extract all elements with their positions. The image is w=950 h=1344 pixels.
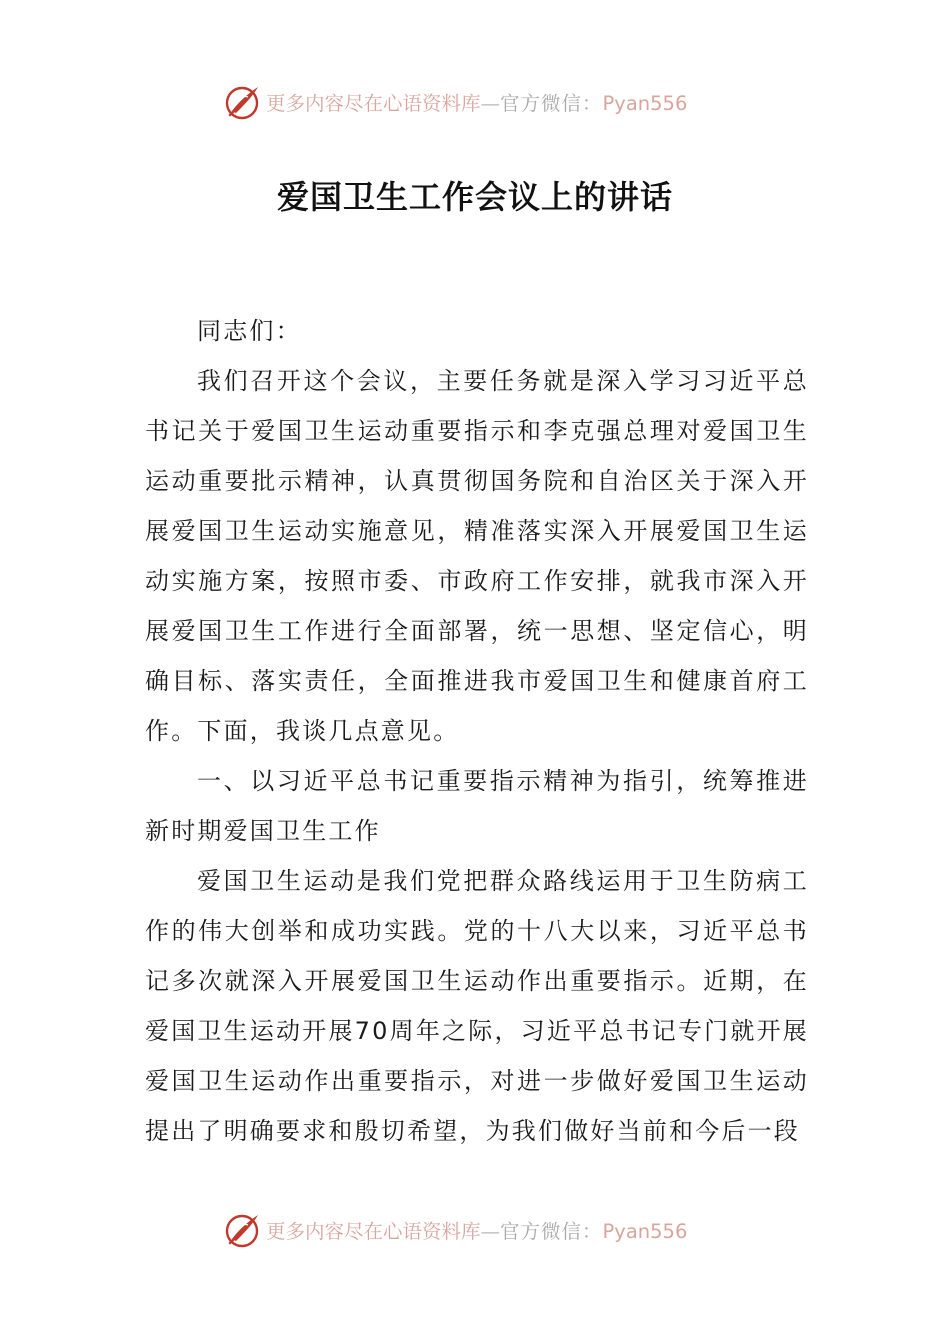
banner-wechat-label: 官方微信： bbox=[500, 1220, 603, 1243]
quill-logo-icon bbox=[222, 81, 264, 123]
banner-text bbox=[266, 88, 687, 116]
banner-wechat-id: Pyan556 bbox=[602, 92, 688, 115]
header-banner bbox=[222, 80, 742, 124]
banner-site-name: 更多内容尽在心语资料库 bbox=[266, 1220, 481, 1243]
footer-banner bbox=[222, 1208, 742, 1252]
banner-text bbox=[266, 1216, 687, 1244]
section-heading: 一、以习近平总书记重要指示精神为指引，统筹推进新时期爱国卫生工作 bbox=[145, 767, 809, 845]
banner-dash: — bbox=[480, 1220, 501, 1243]
banner-site-name: 更多内容尽在心语资料库 bbox=[266, 92, 481, 115]
banner-wechat-label: 官方微信： bbox=[500, 92, 603, 115]
banner-dash: — bbox=[480, 92, 501, 115]
document-body bbox=[145, 306, 809, 1156]
banner-wechat-id: Pyan556 bbox=[602, 1220, 688, 1243]
paragraph: 爱国卫生运动是我们党把群众路线运用于卫生防病工作的伟大创举和成功实践。党的十八大以来，习近平总书记多次就深入开展爱国卫生运动作出重要指示。近期，在爱国卫生运动开展70周年之际，习近平总书记专门就开展爱国卫生运动作出重要指示，对进一步做好爱国卫生运动提出了明确要求和殷切希望，为我们做好当前和今后一段 bbox=[145, 867, 809, 1145]
paragraph-salutation: 同志们： bbox=[197, 317, 302, 345]
document-title: 爱国卫生工作会议上的讲话 bbox=[276, 178, 673, 216]
quill-logo-icon bbox=[222, 1209, 264, 1251]
paragraph: 我们召开这个会议，主要任务就是深入学习习近平总书记关于爱国卫生运动重要指示和李克强总理对爱国卫生运动重要批示精神，认真贯彻国务院和自治区关于深入开展爱国卫生运动实施意见，精准落实深入开展爱国卫生运动实施方案，按照市委、市政府工作安排，就我市深入开展爱国卫生工作进行全面部署，统一思想、坚定信心，明确目标、落实责任，全面推进我市爱国卫生和健康首府工作。下面，我谈几点意见。 bbox=[145, 367, 809, 745]
